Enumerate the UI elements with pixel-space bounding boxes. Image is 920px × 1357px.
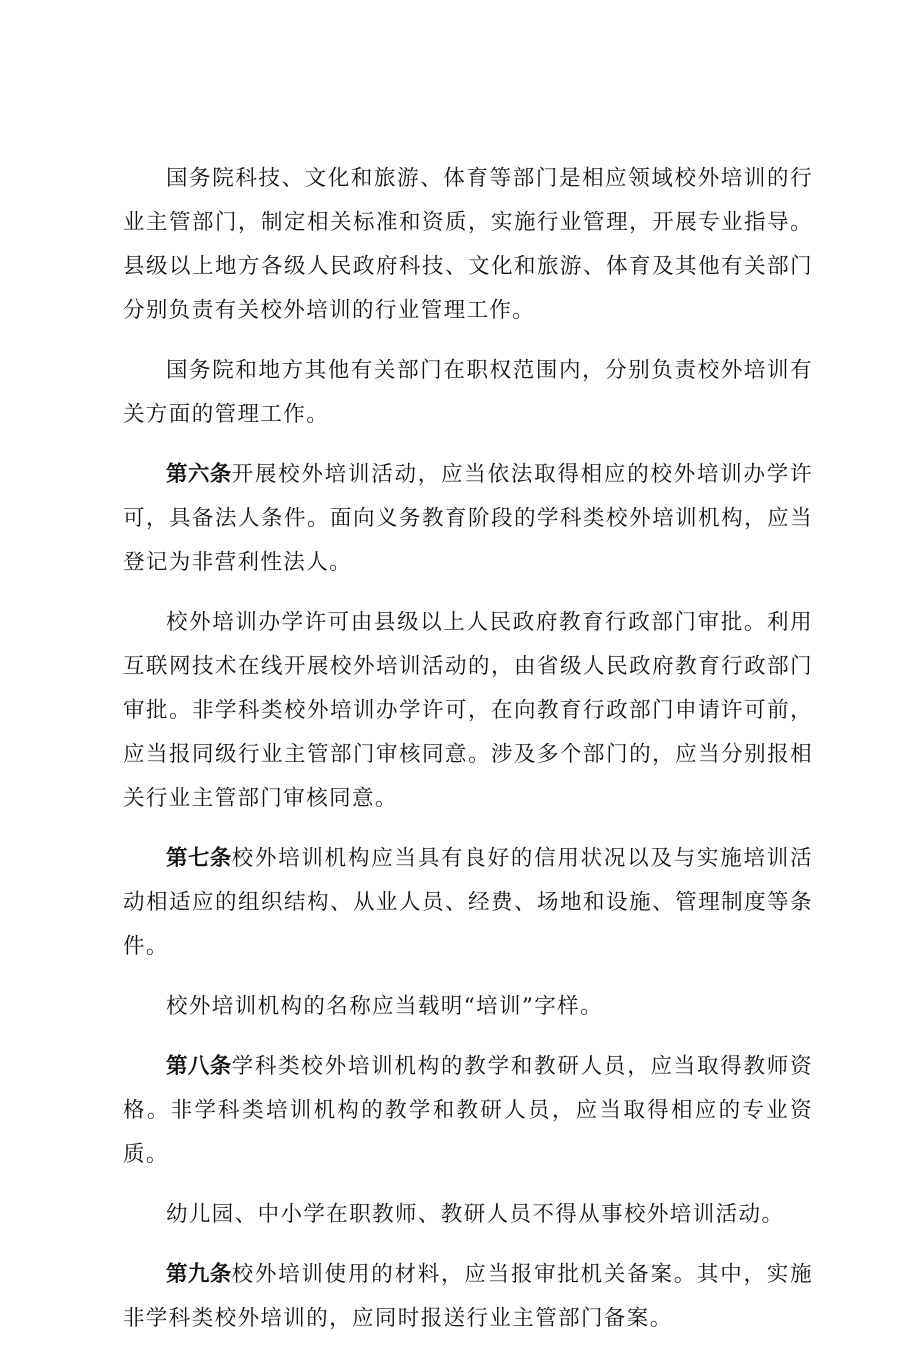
article-number: 第八条 — [166, 1054, 232, 1079]
article-6 — [123, 453, 813, 585]
article-7 — [123, 837, 813, 969]
paragraph-teacher-restriction — [123, 1193, 813, 1237]
paragraph-text: 校外培训使用的材料，应当报审批机关备案。其中，实施非学科类校外培训的，应同时报送行业主管部门备案。 — [123, 1262, 813, 1331]
paragraph-text: 开展校外培训活动，应当依法取得相应的校外培训办学许可，具备法人条件。面向义务教育阶段的学科类校外培训机构，应当登记为非营利性法人。 — [123, 462, 813, 575]
article-number: 第七条 — [166, 846, 232, 871]
paragraph-text: 国务院科技、文化和旅游、体育等部门是相应领域校外培训的行业主管部门，制定相关标准和资质，实施行业管理，开展专业指导。县级以上地方各级人民政府科技、文化和旅游、体育及其他有关部门分别负责有关校外培训的行业管理工作。 — [123, 166, 813, 323]
paragraph-license-approval — [123, 601, 813, 821]
document-page — [123, 157, 813, 1357]
paragraph-text: 校外培训机构的名称应当载明“培训”字样。 — [166, 994, 603, 1019]
article-number: 第九条 — [166, 1262, 232, 1287]
paragraph-other-departments — [123, 349, 813, 437]
paragraph-text: 校外培训机构应当具有良好的信用状况以及与实施培训活动相适应的组织结构、从业人员、经费、场地和设施、管理制度等条件。 — [123, 846, 813, 959]
paragraph-institution-name — [123, 985, 813, 1029]
article-8 — [123, 1045, 813, 1177]
paragraph-text: 幼儿园、中小学在职教师、教研人员不得从事校外培训活动。 — [166, 1202, 785, 1227]
paragraph-text: 校外培训办学许可由县级以上人民政府教育行政部门审批。利用互联网技术在线开展校外培训活动的，由省级人民政府教育行政部门审批。非学科类校外培训办学许可，在向教育行政部门申请许可前，应当报同级行业主管部门审核同意。涉及多个部门的，应当分别报相关行业主管部门审核同意。 — [123, 610, 813, 811]
article-9 — [123, 1253, 813, 1341]
paragraph-text: 国务院和地方其他有关部门在职权范围内，分别负责校外培训有关方面的管理工作。 — [123, 358, 813, 427]
article-number: 第六条 — [166, 462, 232, 487]
paragraph-industry-authorities — [123, 157, 813, 333]
paragraph-text: 学科类校外培训机构的教学和教研人员，应当取得教师资格。非学科类培训机构的教学和教研人员，应当取得相应的专业资质。 — [123, 1054, 813, 1167]
